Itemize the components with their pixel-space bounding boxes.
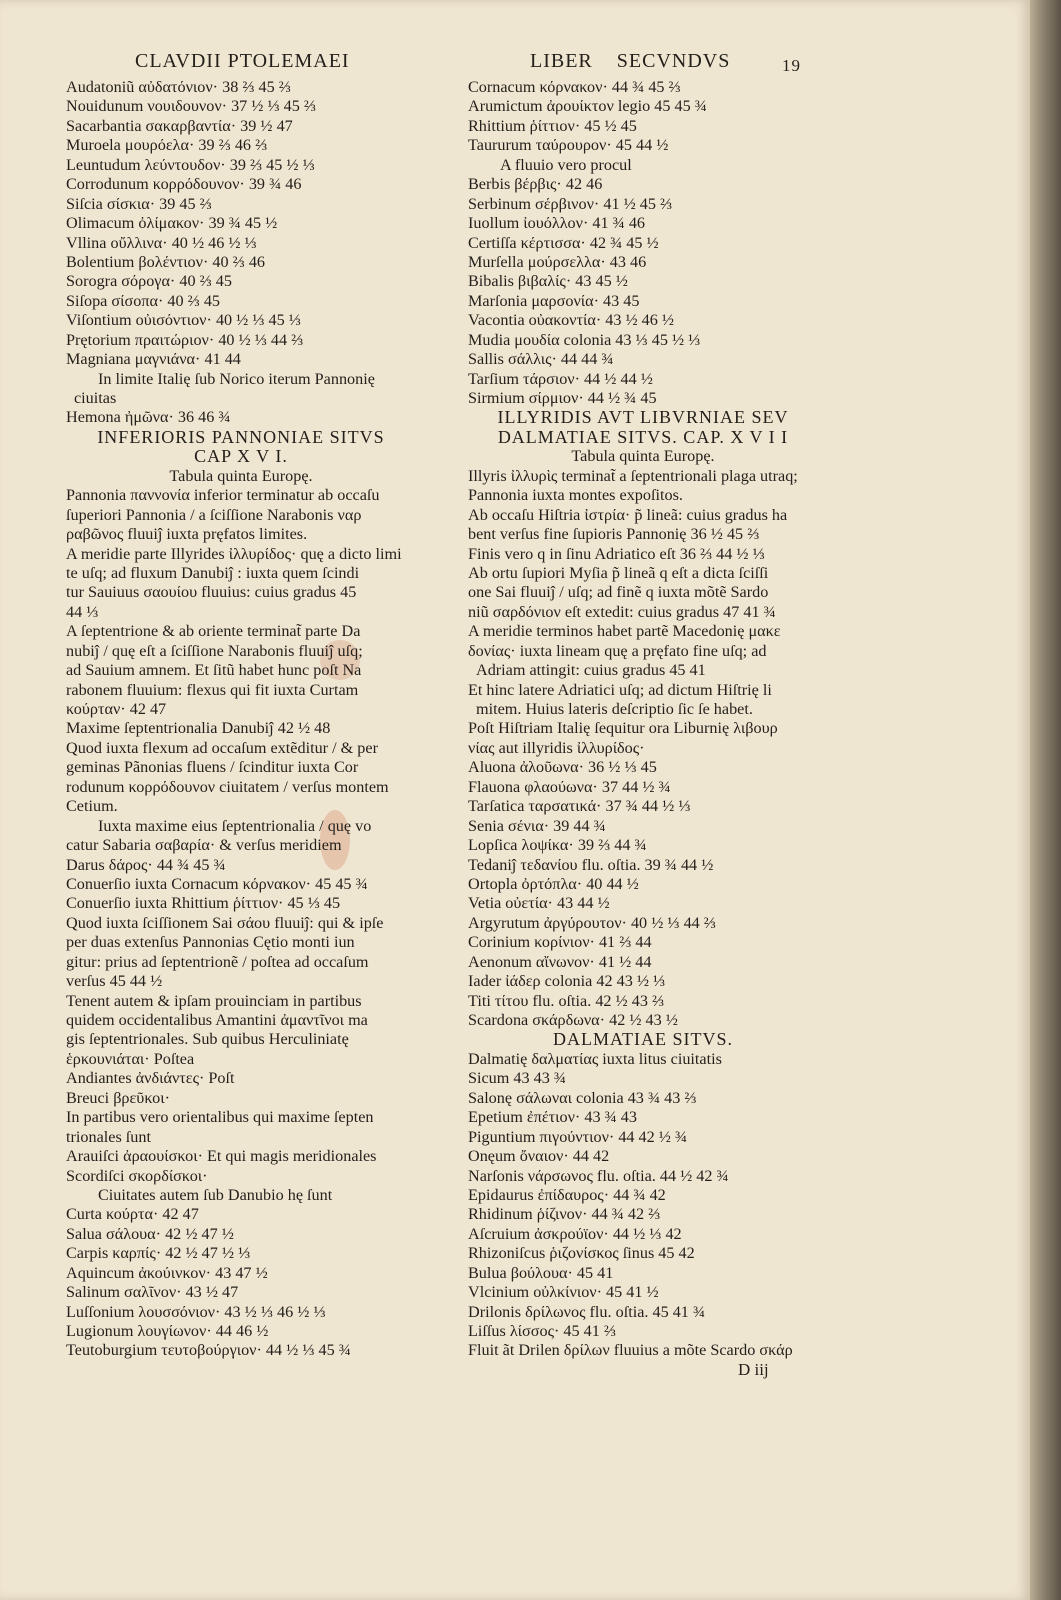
text-line: Taururum ταύρουρον· 45 44 ½: [468, 136, 669, 155]
text-line: Et hinc latere Adriatici uſq; ad dictum Hiſtrię li: [468, 680, 772, 699]
text-line: Cornacum κόρνακον· 44 ¾ 45 ⅔: [468, 78, 681, 96]
signature-mark: D iĳ: [738, 1360, 769, 1379]
text-line: Tarſium τάρσιον· 44 ½ 44 ½: [468, 369, 653, 388]
text-line: Nouidunum νουιδουνον· 37 ½ ⅓ 45 ⅔: [66, 97, 317, 116]
text-line: Vlcinium οὐλκίνιον· 45 41 ½: [468, 1283, 659, 1302]
text-line: te uſq; ad fluxum Danubiĵ : iuxta quem ſcindi: [66, 563, 360, 582]
text-line: Titi τίτου flu. oſtia. 42 ½ 43 ⅔: [468, 991, 665, 1010]
text-line: gis ſeptentrionales. Sub quibus Herculiniatę: [66, 1030, 349, 1049]
text-line: Bulua βούλουα· 45 41: [468, 1263, 614, 1282]
text-line: Lopſica λοψίκα· 39 ⅔ 44 ¾: [468, 836, 647, 855]
text-line: Dalmatię δαλματίας iuxta litus ciuitatis: [468, 1049, 722, 1068]
text-line: Salinum σαλῖνον· 43 ½ 47: [66, 1283, 239, 1302]
text-line: ραβῶνος fluuiĵ iuxta pręfatos limites.: [66, 525, 308, 544]
text-line: Poſt Hiſtriam Italię ſequitur ora Liburnię λιβουρ: [468, 719, 778, 738]
text-line: Viſontium οὐισόντιον· 40 ½ ⅓ 45 ⅓: [66, 311, 301, 330]
text-line: per duas extenſus Pannonias Cętio monti iun: [66, 933, 355, 952]
text-line: Aſcruium ἀσκρούϊον· 44 ½ ⅓ 42: [468, 1224, 682, 1243]
right-column: [468, 78, 818, 1361]
text-line: INFERIORIS PANNONIAE SITVS: [97, 426, 385, 447]
left-column: [66, 78, 416, 1361]
running-head-center: LIBER SECVNDVS: [530, 50, 731, 72]
text-line: Ciuitates autem ſub Danubio hę ſunt: [98, 1185, 333, 1204]
text-line: Luſſonium λουσσόνιον· 43 ½ ⅓ 46 ½ ⅓: [66, 1302, 326, 1321]
text-line: Piguntium πιγούντιον· 44 42 ½ ¾: [468, 1127, 688, 1146]
text-line: Epetium ἐπέτιον· 43 ¾ 43: [468, 1108, 637, 1127]
text-line: catur Sabaria σαβαρία· & verſus meridiem: [66, 836, 342, 855]
text-line: Aenonum αἴνωνον· 41 ½ 44: [468, 952, 652, 971]
text-line: Quod iuxta ſciſſionem Sai σάου fluuiĵ: qui & ipſe: [66, 913, 384, 932]
text-line: rodunum κορρόδουνον ciuitatem / verſus montem: [66, 777, 389, 796]
text-line: Siſopa σίσοπα· 40 ⅔ 45: [66, 291, 221, 310]
text-line: ſuperiori Pannonia / a ſciſſione Narabonis ναρ: [66, 505, 362, 524]
text-line: Pannonia iuxta montes expoſitos.: [468, 486, 683, 505]
text-line: Vacontia οὐακοντία· 43 ½ 46 ½: [468, 311, 675, 330]
text-line: Curta κούρτα· 42 47: [66, 1205, 199, 1224]
text-line: Cetium.: [66, 797, 118, 816]
text-line: Sirmium σίρμιον· 44 ½ ¾ 45: [468, 389, 657, 407]
text-line: Pannonia παννονία inferior terminatur ab occaſu: [66, 486, 380, 505]
running-head-left: CLAVDII PTOLEMAEI: [135, 50, 350, 72]
text-line: Iader ἰάδερ colonia 42 43 ½ ⅓: [468, 972, 666, 991]
text-line: A meridie terminos habet partẽ Macedonię μακε: [468, 622, 781, 641]
text-line: nubiĵ / quę eſt a ſciſſione Narabonis fluuiĵ uſq;: [66, 641, 363, 660]
text-line: Iuxta maxime eius ſeptentrionalia / quę vo: [98, 816, 372, 835]
text-line: Andiantes ἀνδιάντες· Poſt: [66, 1069, 235, 1088]
text-line: Rhittium ῥίττιον· 45 ½ 45: [468, 116, 637, 135]
page-number: 19: [782, 56, 801, 75]
book-gutter-edge: [1030, 0, 1061, 1600]
text-line: rabonem fluuium: flexus qui fit iuxta Curtam: [66, 680, 359, 699]
text-line: Corinium κορίνιον· 41 ⅔ 44: [468, 933, 652, 952]
text-line: Sallis σάλλις· 44 44 ¾: [468, 350, 614, 369]
text-line: In limite Italię ſub Norico iterum Pannonię: [98, 369, 375, 388]
text-line: Tedaniĵ τεδανίου flu. oſtia. 39 ¾ 44 ½: [468, 855, 714, 874]
text-line: Teutoburgium τευτοβούργιον· 44 ½ ⅓ 45 ¾: [66, 1341, 351, 1360]
text-line: Tenent autem & ipſam prouinciam in partibus: [66, 991, 362, 1010]
text-line: In partibus vero orientalibus qui maxime ſepten: [66, 1108, 374, 1127]
text-line: Sacarbantia σακαρβαντία· 39 ½ 47: [66, 116, 293, 135]
text-line: Arumictum ἀρουίκτον legio 45 45 ¾: [468, 97, 707, 116]
text-line: Darus δάρος· 44 ¾ 45 ¾: [66, 855, 226, 874]
text-line: Murſella μούρσελλα· 43 46: [468, 252, 647, 271]
text-line: ILLYRIDIS AVT LIBVRNIAE SEV: [497, 407, 789, 428]
text-line: Argyrutum ἀργύρουτον· 40 ½ ⅓ 44 ⅔: [468, 913, 716, 932]
text-line: Leuntudum λεύντουδον· 39 ⅔ 45 ½ ⅓: [66, 155, 315, 174]
text-line: Iuollum ἰουόλλον· 41 ¾ 46: [468, 214, 646, 233]
text-line: δονίας· iuxta lineam quę a pręfato fine uſq; ad: [468, 641, 767, 660]
text-line: Scardona σκάρδωνα· 42 ½ 43 ½: [468, 1011, 678, 1029]
text-line: Serbinum σέρβινον· 41 ½ 45 ⅔: [468, 194, 673, 213]
text-line: Certiſſa κέρτισσα· 42 ¾ 45 ½: [468, 233, 659, 252]
text-line: geminas Pãnonias fluens / ſcinditur iuxta Cor: [66, 758, 359, 777]
text-line: one Sai fluuiĵ / uſq; ad finẽ q iuxta mõtẽ Sardo: [468, 583, 769, 602]
text-line: Aquincum ἀκούινκον· 43 47 ½: [66, 1263, 268, 1282]
text-line: ad Sauium amnem. Et ſitũ habet hunc poſt Na: [66, 661, 362, 680]
text-line: Muroela μουρόελα· 39 ⅔ 46 ⅔: [66, 136, 268, 155]
text-line: Arauiſci ἀραουίσκοι· Et qui magis meridionales: [66, 1147, 377, 1166]
text-line: verſus 45 44 ½: [66, 972, 163, 991]
text-line: Carpis καρπίς· 42 ½ 47 ½ ⅓: [66, 1244, 251, 1263]
text-line: trionales ſunt: [66, 1127, 151, 1146]
text-line: Illyris ἰλλυρὶς terminat̃ a ſeptentrionali plaga utraq;: [468, 466, 798, 485]
text-line: niũ σαρδόνιον eſt extedit: cuius gradus 47 41 ¾: [468, 602, 776, 621]
text-line: Hemona ἠμῶνα· 36 46 ¾: [66, 408, 231, 427]
text-line: Tarſatica ταρσατικά· 37 ¾ 44 ½ ⅓: [468, 797, 691, 816]
text-line: Salua σάλουα· 42 ½ 47 ½: [66, 1224, 234, 1243]
text-line: κούρταν· 42 47: [66, 700, 167, 718]
text-line: A fluuio vero procul: [500, 155, 632, 174]
text-line: Bibalis βιβαλίς· 43 45 ½: [468, 272, 628, 291]
text-line: Mudia μουδία colonia 43 ⅓ 45 ½ ⅓: [468, 330, 701, 349]
text-line: Ab ortu ſupiori Myſia p̃ lineã q eſt a dicta ſciſſi: [468, 563, 769, 582]
text-line: ἑρκουνιάται· Poſtea: [66, 1049, 195, 1068]
text-line: Flauona φλαούωνα· 37 44 ½ ¾: [468, 777, 671, 796]
text-line: Maxime ſeptentrionalia Danubiĵ 42 ½ 48: [66, 719, 331, 738]
text-line: Onęum ὄναιον· 44 42: [468, 1147, 610, 1166]
text-line: Vetia οὐετία· 43 44 ½: [468, 894, 610, 913]
text-line: Ortopla ὀρτόπλα· 40 44 ½: [468, 874, 639, 893]
text-line: Tabula quinta Europę.: [169, 466, 313, 485]
text-line: Sorogra σόρογα· 40 ⅔ 45: [66, 272, 232, 291]
text-line: Conuerſio iuxta Rhittium ῥίττιον· 45 ⅓ 45: [66, 894, 341, 913]
text-line: Conuerſio iuxta Cornacum κόρνακον· 45 45 ¾: [66, 874, 368, 893]
text-line: Breuci βρεῦκοι·: [66, 1088, 170, 1107]
text-line: Quod iuxta flexum ad occaſum extẽditur / & per: [66, 738, 378, 757]
text-line: Finis vero q in ſinu Adriatico eſt 36 ⅔ 44 ½ ⅓: [468, 544, 765, 563]
text-line: νίας aut illyridis ἰλλυρίδος·: [468, 738, 645, 757]
text-line: gitur: prius ad ſeptentrionẽ / poſtea ad occaſum: [66, 952, 369, 971]
text-line: Marſonia μαρσονία· 43 45: [468, 291, 640, 310]
text-line: Salonę σάλωναι colonia 43 ¾ 43 ⅔: [468, 1088, 697, 1107]
text-line: Sicum 43 43 ¾: [468, 1069, 567, 1088]
text-line: Audatoniũ αὐδατόνιον· 38 ⅔ 45 ⅔: [66, 78, 291, 96]
text-line: tur Sauiuus σαουίου fluuius: cuius gradus 45: [66, 583, 357, 602]
text-line: Rhizoniſcus ῥιζονίσκος ſinus 45 42: [468, 1244, 695, 1263]
text-line: Bolentium βολέντιον· 40 ⅔ 46: [66, 252, 266, 271]
text-line: DALMATIAE SITVS.: [553, 1029, 733, 1050]
text-line: Senia σένια· 39 44 ¾: [468, 816, 606, 835]
text-line: Scordiſci σκορδίσκοι·: [66, 1166, 208, 1185]
text-line: ciuitas: [74, 389, 117, 407]
text-line: Drilonis δρίλωνος flu. oſtia. 45 41 ¾: [468, 1302, 706, 1321]
text-line: quidem occidentalibus Amantini ἀμαντῖνοι ma: [66, 1011, 368, 1029]
text-line: Siſcia σίσκια· 39 45 ⅔: [66, 194, 212, 213]
text-line: bent verſus fine ſupioris Pannonię 36 ½ 45 ⅔: [468, 525, 760, 544]
text-line: Magniana μαγνιάνα· 41 44: [66, 350, 241, 369]
text-line: 44 ⅓: [66, 602, 99, 621]
text-line: A meridie parte Illyrides ἰλλυρίδος· quę a dicto limi: [66, 544, 402, 563]
text-line: Aluona ἀλοῦωνα· 36 ½ ⅓ 45: [468, 758, 657, 777]
text-line: Liſſus λίσσος· 45 41 ⅔: [468, 1322, 617, 1340]
text-line: Berbis βέρβις· 42 46: [468, 175, 603, 194]
text-line: Corrodunum κορρόδουνον· 39 ¾ 46: [66, 175, 302, 194]
text-line: Vllina οὔλλινα· 40 ½ 46 ½ ⅓: [66, 233, 257, 252]
text-line: Lugionum λουγίωνον· 44 46 ½: [66, 1322, 269, 1340]
text-line: Prętorium πραιτώριον· 40 ½ ⅓ 44 ⅔: [66, 330, 304, 349]
text-line: Epidaurus ἐπίδαυρος· 44 ¾ 42: [468, 1185, 666, 1204]
text-line: Rhidinum ῥίζινον· 44 ¾ 42 ⅔: [468, 1205, 661, 1224]
text-line: DALMATIAE SITVS. CAP. X V I I: [497, 426, 789, 447]
text-line: Ab occaſu Hiſtria ἰστρία· p̃ lineã: cuius gradus ha: [468, 505, 788, 524]
text-line: Adriam attingit: cuius gradus 45 41: [476, 661, 706, 680]
text-line: Tabula quinta Europę.: [571, 447, 715, 466]
text-line: Fluit ãt Drilen δρίλων fluuius a mõte Scardo σκάρ: [468, 1341, 793, 1360]
text-line: Narſonis νάρσωνος flu. oſtia. 44 ½ 42 ¾: [468, 1166, 729, 1185]
text-line: A ſeptentrione & ab oriente terminat̃ parte Da: [66, 622, 361, 641]
text-line: CAP X V I.: [194, 446, 288, 467]
text-line: mitem. Huius lateris deſcriptio ſic ſe habet.: [476, 700, 753, 718]
text-line: Olimacum ὀλίμακον· 39 ¾ 45 ½: [66, 214, 278, 233]
